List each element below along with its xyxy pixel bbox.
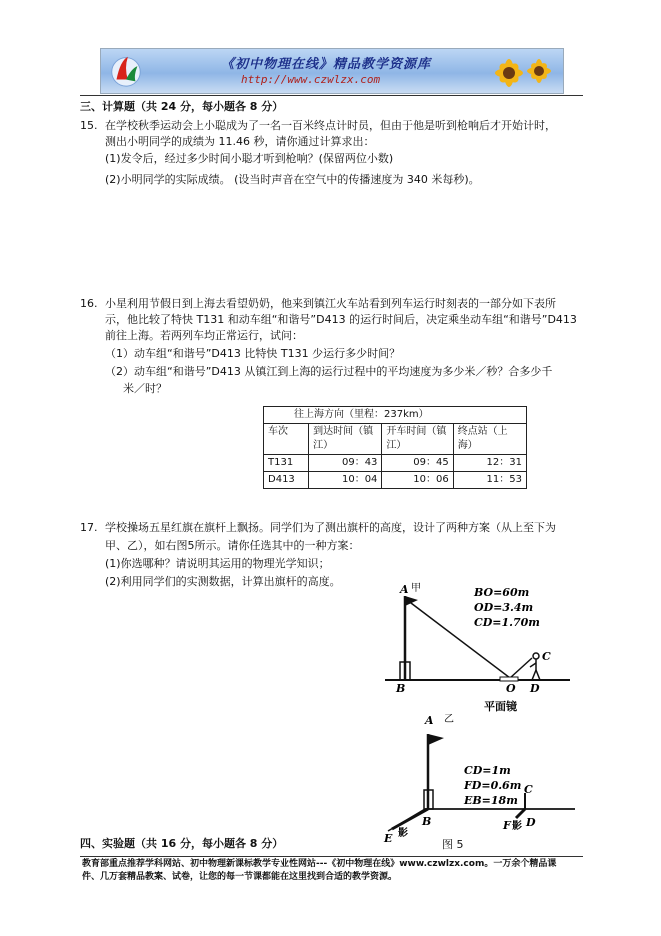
mirror-label: 平面镜: [484, 700, 517, 713]
header-terminal: 终点站（上海）: [453, 424, 526, 455]
table-cell: 09：43: [309, 455, 382, 472]
q15-line2: 测出小明同学的成绩为 11.46 秒，请你通过计算求出：: [105, 135, 375, 148]
label-shadow-1: 影: [398, 828, 408, 839]
label-jia: 甲: [411, 583, 421, 594]
header-divider: [80, 95, 583, 96]
table-caption-row: [264, 407, 527, 424]
observer-figure-icon: [530, 653, 540, 680]
q15-number: 15.: [80, 119, 98, 132]
sunflower-icon: [487, 53, 557, 91]
label-C: C: [542, 650, 551, 663]
label-CD: CD=1m: [464, 764, 511, 777]
q17-number: 17.: [80, 521, 98, 534]
banner-title: 《初中物理在线》精品教学资源库: [221, 57, 432, 72]
label-F: F: [503, 819, 511, 832]
figure-caption: 图 5: [442, 838, 464, 851]
label-FD: FD=0.6m: [464, 779, 522, 792]
q17-sub2: (2)利用同学们的实测数据，计算出旗杆的高度。: [105, 575, 341, 588]
q17-sub1: (1)你选哪种？请说明其运用的物理光学知识；: [105, 557, 330, 570]
q17-line1: 学校操场五星红旗在旗杆上飘扬。同学们为了测出旗杆的高度，设计了两种方案（从上至下为: [105, 521, 556, 534]
table-cell: D413: [264, 472, 309, 489]
label-A: A: [400, 583, 409, 596]
light-ray-reflected: [510, 658, 532, 678]
label-D: D: [530, 682, 540, 695]
section-3-title: 三、计算题（共 24 分，每小题各 8 分）: [80, 100, 284, 113]
q16-line3: 前往上海。若两列车均正常运行，试问：: [105, 329, 303, 342]
label-BO: BO=60m: [474, 586, 530, 599]
q15-line1: 在学校秋季运动会上小聪成为了一名一百米终点计时员，但由于他是听到枪响后才开始计时，: [105, 119, 556, 132]
label-E: E: [384, 832, 393, 845]
train-timetable: [263, 406, 527, 489]
table-cell: 10：04: [309, 472, 382, 489]
table-cell: T131: [264, 455, 309, 472]
table-cell: 11：53: [453, 472, 526, 489]
table-caption: 往上海方向（里程：237km）: [264, 407, 527, 424]
plane-mirror: [500, 677, 518, 681]
table-cell: 09：45: [382, 455, 453, 472]
label-EB: EB=18m: [464, 794, 518, 807]
label-C: C: [524, 783, 533, 796]
footer-divider: [80, 856, 583, 857]
section-4-title: 四、实验题（共 16 分，每小题各 8 分）: [80, 837, 284, 850]
q16-number: 16.: [80, 297, 98, 310]
q16-line1: 小星利用节假日到上海去看望奶奶，他来到镇江火车站看到列车运行时刻表的一部分如下表所: [105, 297, 556, 310]
label-CD: CD=1.70m: [474, 616, 540, 629]
flag-icon: [405, 596, 418, 606]
q15-sub1: (1)发令后，经过多少时间小聪才听到枪响？(保留两位小数): [105, 152, 394, 165]
label-shadow-2: 影: [512, 821, 522, 832]
flag-icon: [428, 734, 444, 745]
table-row: [264, 455, 527, 472]
site-logo-icon: [107, 51, 145, 89]
table-header-row: [264, 424, 527, 455]
q16-sub2b: 米／时？: [123, 382, 167, 395]
q16-sub2a: （2）动车组“和谐号”D413 从镇江到上海的运行过程中的平均速度为多少米／秒？合多少千: [105, 365, 553, 378]
q16-sub1: （1）动车组“和谐号”D413 比特快 T131 少运行多少时间？: [105, 347, 401, 360]
footer-line2: 件、几万套精品教案、试卷，让您的每一节课都能在这里找到合适的教学资源。: [82, 872, 398, 882]
label-OD: OD=3.4m: [474, 601, 534, 614]
label-D: D: [526, 816, 536, 829]
footer-line1: 教育部重点推荐学科网站、初中物理新课标教学专业性网站---《初中物理在线》www.czwlzx.com。一万余个精品课: [82, 859, 557, 869]
q16-line2: 示，他比较了特快 T131 和动车组“和谐号”D413 的运行时间后，决定乘坐动车组“和谐号”D413: [105, 313, 577, 326]
figure-a-mirror-method: [380, 576, 580, 718]
header-train: 车次: [264, 424, 309, 455]
banner-url[interactable]: http://www.czwlzx.com: [241, 73, 381, 86]
label-B: B: [396, 682, 406, 695]
stick-shadow: [516, 809, 525, 818]
header-banner: [100, 48, 564, 94]
label-A: A: [425, 714, 434, 727]
label-B: B: [422, 815, 432, 828]
label-yi: 乙: [444, 714, 454, 725]
q17-line2: 甲、乙），如右图5所示。请你任选其中的一种方案：: [105, 539, 360, 552]
header-arrive: 到达时间（镇江）: [309, 424, 382, 455]
header-depart: 开车时间（镇江）: [382, 424, 453, 455]
q15-sub2: (2)小明同学的实际成绩。 (设当时声音在空气中的传播速度为 340 米每秒)。: [105, 173, 480, 186]
table-cell: 10：06: [382, 472, 453, 489]
table-row: [264, 472, 527, 489]
figure-b-shadow-method: [380, 708, 580, 848]
table-cell: 12：31: [453, 455, 526, 472]
label-O: O: [506, 682, 516, 695]
